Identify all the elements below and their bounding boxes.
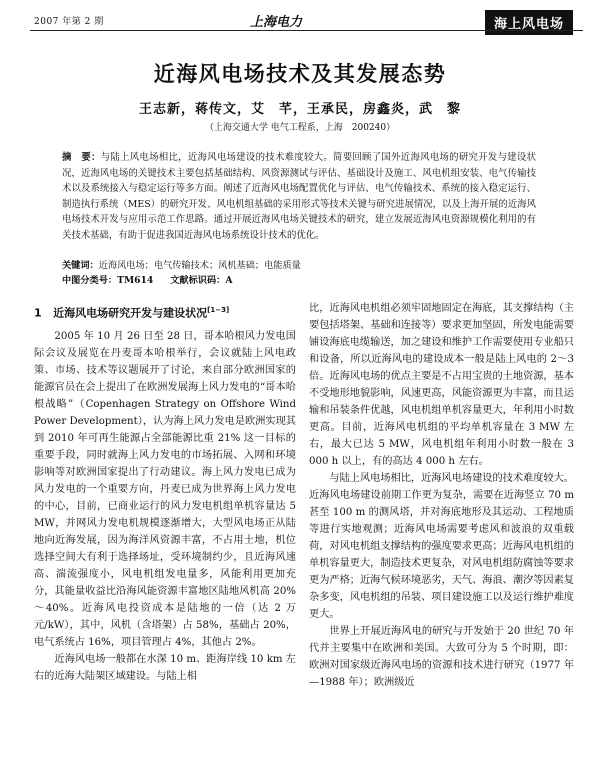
right-column bbox=[309, 300, 574, 691]
section-ref: [1~3] bbox=[207, 306, 230, 314]
doc-code-value: A bbox=[225, 275, 233, 286]
page-header bbox=[0, 10, 600, 32]
paragraph: 近海风电场一般都在水深 10 m、距海岸线 10 km 左右的近海大陆架区域建设。与陆上相 bbox=[34, 653, 296, 682]
clc-value: TM614 bbox=[117, 275, 154, 286]
paragraph: 比，近海风电机组必须牢固地固定在海底，其支撑结构（主要包括塔架、基础和连接等）要求更加坚固，所发电能需要铺设海底电缆输送，加之建设和维护工作需要使用专业船只和设备，所以近海风电的建设成本一般是陆上风电的 2～3 倍。近海风电场的优点主要是不占用宝贵的土地资源，基本不受地形地貌影响，风速更高，风能资源更为丰富，而且运输和吊装条件优越，风电机组单机容量更大，年利用小时数更高。目前，近海风电机组的平均单机容量在 3 MW 左右，最大已达 5 MW，风电机组年利用小时数一般在 3 000 h 以上，有的高达 4 000 h 左右。 bbox=[309, 303, 574, 467]
abstract-label: 摘 要： bbox=[62, 152, 101, 163]
section-title: 近海风电场研究开发与建设状况 bbox=[53, 306, 208, 320]
header-rule bbox=[30, 30, 583, 31]
paragraph: 世界上开展近海风电的研究与开发始于 20 世纪 70 年代并主要集中在欧洲和美国。大致可分为 5 个时期，即：欧洲对国家级近海风电场的资源和技术进行研究（1977 年—1988 年）；欧洲级近 bbox=[309, 626, 574, 688]
issue-label: 2007 年第 2 期 bbox=[34, 17, 104, 27]
abstract bbox=[62, 150, 536, 244]
keywords-label: 关键词： bbox=[62, 260, 99, 271]
journal-name: 上海电力 bbox=[250, 15, 303, 30]
classification bbox=[62, 274, 536, 288]
keywords-text: 近海风电场；电气传输技术；风机基础；电能质量 bbox=[98, 260, 301, 271]
left-column bbox=[34, 300, 296, 685]
clc-label: 中图分类号： bbox=[62, 275, 118, 286]
paragraph: 与陆上风电场相比，近海风电场建设的技术难度较大。近海风电场建设前期工作更为复杂，需要在近海竖立 70 m 甚至 100 m 的测风塔，并对海底地形及其运动、工程地质等进行实地观测；近海风电场需要考虑风和波浪的双重载荷，对风电机组支撑结构的强度要求更高；近海风电机组的单机容量更大，制造技术更复杂，对风电机组防腐蚀等要求更为严格；近海气候环境恶劣，天气、海浪、潮汐等因素复杂多变，风电机组的吊装、项目建设施工以及运行维护难度更大。 bbox=[309, 473, 574, 620]
section-tag: 海上风电场 bbox=[485, 10, 573, 35]
section-number: 1 bbox=[34, 306, 42, 320]
authors: 王志新，蒋传文，艾 芊，王承民，房鑫炎，武 黎 bbox=[138, 102, 461, 117]
section-heading bbox=[34, 302, 296, 322]
article-title: 近海风电场技术及其发展态势 bbox=[153, 62, 447, 86]
affiliation: （上海交通大学 电气工程系，上海 200240） bbox=[204, 123, 396, 133]
doc-code-label: 文献标识码： bbox=[170, 275, 226, 286]
keywords bbox=[62, 259, 536, 273]
abstract-text: 与陆上风电场相比，近海风电场建设的技术难度较大。简要回顾了国外近海风电场的研究开发与建设状况，近海风电场的关键技术主要包括基础结构、风资源测试与评估、基础设计及施工、风电机组安装、电气传输技术以及系统接入与稳定运行等多方面。阐述了近海风电场配置优化与评估、电气传输技术、系统的接入稳定运行、制造执行系统（MES）的研究开发、风电机组基础的采用形式等技术关键与研究进展情况，以及上海开展的近海风电场技术开发与应用示范工作思路。通过开展近海风电场关键技术的研究，建立发展近海风电资源规模化利用的有关技术基础，有助于促进我国近海风电场系统设计技术的优化。 bbox=[62, 152, 536, 241]
paragraph: 2005 年 10 月 26 日至 28 日，哥本哈根风力发电国际会议及展览在丹麦哥本哈根举行，会议就陆上风电政策、市场、技术等议题展开了讨论，来自部分欧洲国家的能源官员在会上提出了在欧洲发展海上风力发电的“哥本哈根战略”（Copenhagen Strategy on Offshore Wind Power Development），认为海上风力发电是欧洲实现其到 2010 年可再生能源占全部能源比重 21% 这一目标的重要手段，同时就海上风力发电的市场拓展、入网和环境影响等对欧洲国家提出了行动建议。海上风力发电已成为风力发电的一个重要方向，丹麦已成为世界海上风力发电的中心，目前，已商业运行的风力发电机组单机容量达 5 MW，并网风力发电机规模逐渐增大，大型风电场正从陆地向近海发展，因为海洋风资源丰富，不占用土地，机位选择空间大有利于选择场址，受环境制约少，且近海风速高、湍流强度小，风电机组发电量多，风能利用更加充分，其能量收益比沿海风能资源丰富地区陆地风机高 20%～40%。近海风电投资成本是陆地的一倍（达 2 万元/kW），其中，风机（含塔架）占 58%，基础占 20%，电气系统占 16%，项目管理占 4%，其他占 2%。 bbox=[34, 330, 296, 648]
